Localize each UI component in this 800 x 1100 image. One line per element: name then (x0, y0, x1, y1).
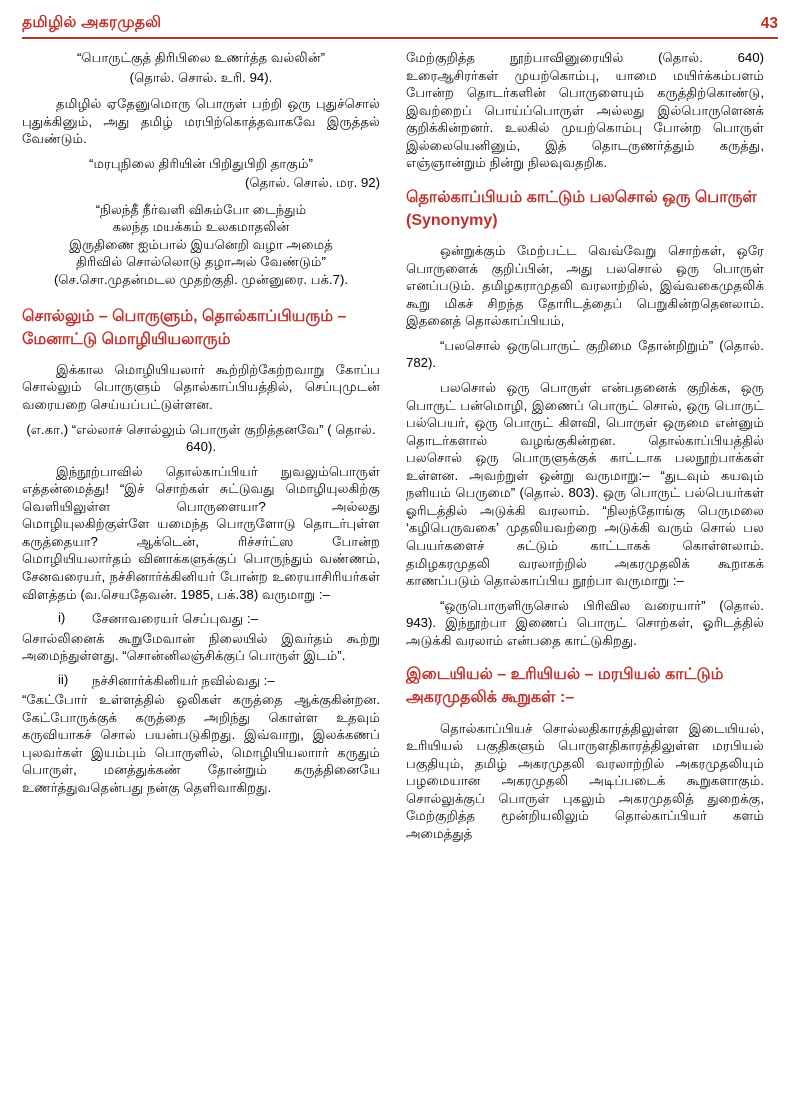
right-column (406, 49, 764, 849)
example-quote: (எ.கா.) “எல்லாச் சொல்லும் பொருள் குறித்தனவே” ( தொல். 640). (26, 421, 376, 455)
paragraph: “கேட்போர் உள்ளத்தில் ஒலிகள் கருத்தை ஆக்குகின்றன. கேட்போருக்குக் கருத்தை அறிந்து கொள்ள உதவும் கருவியாகச் சொல் பயன்படுகிறது. இவ்வாறு, இலக்கணப் புலவர்கள் இயம்பும் பொருளில், மொழியியலாார் கருதும் பொருள், மனத்துக்கண் தோன்றும் கருத்தினையே உணர்த்துவதென்பது நன்கு தெளிவாகிறது. (22, 692, 380, 795)
list-item-label: நச்சினார்க்கினியர் நவில்வது :– (92, 672, 275, 688)
paragraph: தொல்காப்பியச் சொல்லதிகாரத்திலுள்ள இடையியல், உரியியல் பகுதிகளும் பொருளதிகாரத்திலுள்ள மரபியல் பகுதியும், தமிழ் அகரமுதலி வரலாற்றில் அகரமுதலியும் பழமையான அகரமுதலி அடிப்படைக் கூறுகளாகும். சொல்லுக்குப் பொருள் புகலும் அகரமுதலித் துறைக்கு, மேற்குறித்த மூன்றியலிலும் தொல்காப்பியர் களம் அமைத்துத் (406, 720, 764, 841)
section-heading: சொல்லும் – பொருளும், தொல்காப்பியரும் – மேனாட்டு மொழியியலாரும் (22, 307, 347, 348)
list-item-label: சேனாவரையர் செப்புவது :– (92, 611, 259, 627)
quote-line: இருதிணை ஐம்பால் இயனெறி வழா அமைத் (69, 236, 333, 252)
quote-line: “பொருட்குத் திரிபிலை உணர்த்த வல்லின்” (76, 50, 326, 65)
quote-line: திரிவில் சொல்லொடு தழாஅல் வேண்டும்” (76, 254, 326, 270)
page-header (22, 14, 778, 39)
citation: (செ.சொ.முதன்மடல முதற்குதி. முன்னுரை. பக்.7). (53, 272, 349, 288)
paragraph: “ஒருபொருளிருசொல் பிரிவில வரையார்” (தொல். 943). இந்நூற்பா இணைப் பொருட் சொற்கள், ஓரிடத்தில் அடுக்கி வரலாம் என்பதை காட்டுகிறது. (406, 597, 764, 648)
page-number: 43 (760, 15, 778, 32)
paragraph: மேற்குறித்த நூற்பாவினுரையில் (தொல். 640) உரைஆசிரர்கள் முயற்கொம்பு, யாமை மயிர்க்கம்பளம் போன்ற தொடர்களின் பொருளையும் கருத்திற்கொண்டு, இவற்றைப் பொய்ப்பொருள் அல்லது இல்பொருளெனக் குறிக்கின்றனர். உலகில் முயற்கொம்பு போன்ற பொருள் இல்லையெனினும், இத் தொடருணர்த்தும் கருத்து, எஞ்ஞான்றும் நின்று நிலவுவதறிக. (406, 50, 764, 171)
section-heading: இடையியல் – உரியியல் – மரபியல் காட்டும் அகரமுதலிக் கூறுகள் :– (406, 666, 724, 707)
citation: (தொல். சொல். மர. 92) (245, 175, 380, 191)
citation: (தொல். சொல். உரி. 94). (129, 69, 273, 85)
list-item (22, 672, 380, 690)
list-item-number: i) (58, 610, 66, 626)
list-item-number: ii) (58, 671, 69, 687)
two-column-body (22, 49, 778, 849)
page-title: தமிழில் அகரமுதலி (22, 14, 162, 31)
quote-paragraph: “பலசொல் ஒருபொருட் குறிமை தோன்றிறும்” (தொல். 782). (406, 337, 764, 371)
paragraph: இந்நூற்பாவில் தொல்காப்பியர் நுவலும்பொருள் எத்தன்மைத்து! “இச் சொற்கள் சுட்டுவது மொழியுலகிற்கு வெளியிலுள்ள பொருளையா? அல்லது மொழியுலகிற்குள்ளே யமைந்த பொருளோடு தொடர்புள்ள கருத்தையா? ஆக்டென், ரிச்சர்ட்ஸ போன்ற மொழியியலார்தம் வினாக்களுக்குப் பொருந்தும் வண்ணம், சேனவரையர், நச்சினார்க்கினியர் போன்ற உரையாசிரியர்கள் விளத்தம் (வ.செயதேவன். 1985, பக்.38) வருமாறு :– (22, 463, 380, 602)
quote-line: “மரபுநிலை திரியின் பிறிதுபிறி தாகும்” (89, 155, 313, 171)
paragraph: சொல்லினைக் கூறுமேவான் நிலையில் இவர்தம் கூற்று அமைந்துள்ளது. “சொன்னிலஞ்சிக்குப் பொருள் இடம்”. (22, 630, 380, 664)
paragraph: பலசொல் ஒரு பொருள் என்பதனைக் குறிக்க, ஒரு பொருட் பன்மொழி, இணைப் பொருட் சொல், ஒரு பொருட் பல்பெயர், ஒரு பொருட் கிளவி, பொருள் ஒருமை என்னும் தொடர்களால் வழங்குகின்றன. தொல்காப்பியத்தில் பலசொல் ஒரு பொருளுக்குக் காட்டாக பலநூற்பாக்கள் உள்ளன. அவற்றுள் ஒன்று வருமாறு:– “துடவும் கயவும் நளியம் பெருமை” (தொல். 803). ஒரு பொருட் பல்பெயர்கள் ஓரிடத்தில் அடுக்கி வரலாம். “நிலந்தோங்கு பெருமலை ‘கழிபெருவகை’ முதலியவற்றை அடுக்கி வரும் சொல் பல பெயர்களைச் சுட்டும் காட்டாகக் கொள்ளலாம். தமிழகரமுதலி வரலாற்றில் அகரமுதலிக் கூறாகக் காணப்படும் தொல்காப்பிய நூற்பா வருமாறு :– (406, 380, 764, 589)
list-item (22, 610, 380, 628)
paragraph: தமிழில் ஏதேனுமொரு பொருள் பற்றி ஒரு புதுச்சொல் புதுக்கினும், அது தமிழ் மரபிற்கொத்தவாகவே இருத்தல் வேண்டும். (22, 96, 380, 147)
quote-line: “நிலந்தீ நீர்வளி விசும்போ டைந்தும் (95, 201, 307, 217)
left-column (22, 49, 380, 804)
paragraph: ஒன்றுக்கும் மேற்பட்ட வெவ்வேறு சொற்கள், ஒரே பொருளைக் குறிப்பின், அது பலசொல் ஒரு பொருள் எனப்படும். தமிழகராமுதலி வரலாற்றில், இவ்வகைமுதலிக் கூறு மிகச் சிறந்த தோரிடத்தைப் பெறுகின்றதெனலாம். இதனைத் தொல்காப்பியம், (406, 243, 764, 329)
paragraph: இக்கால மொழியியலார் கூற்றிற்கேற்றவாறு கோப்ப சொல்லும் பொருளும் தொல்காப்பியத்தில், செப்புமுடன் வரையறை செய்யப்பட்டுள்ளன. (22, 361, 380, 413)
quote-line: கலந்த மயக்கம் உலகமாதலின் (112, 219, 290, 235)
section-heading: தொல்காப்பியம் காட்டும் பலசொல் ஒரு பொருள் (Synonymy) (406, 188, 757, 230)
